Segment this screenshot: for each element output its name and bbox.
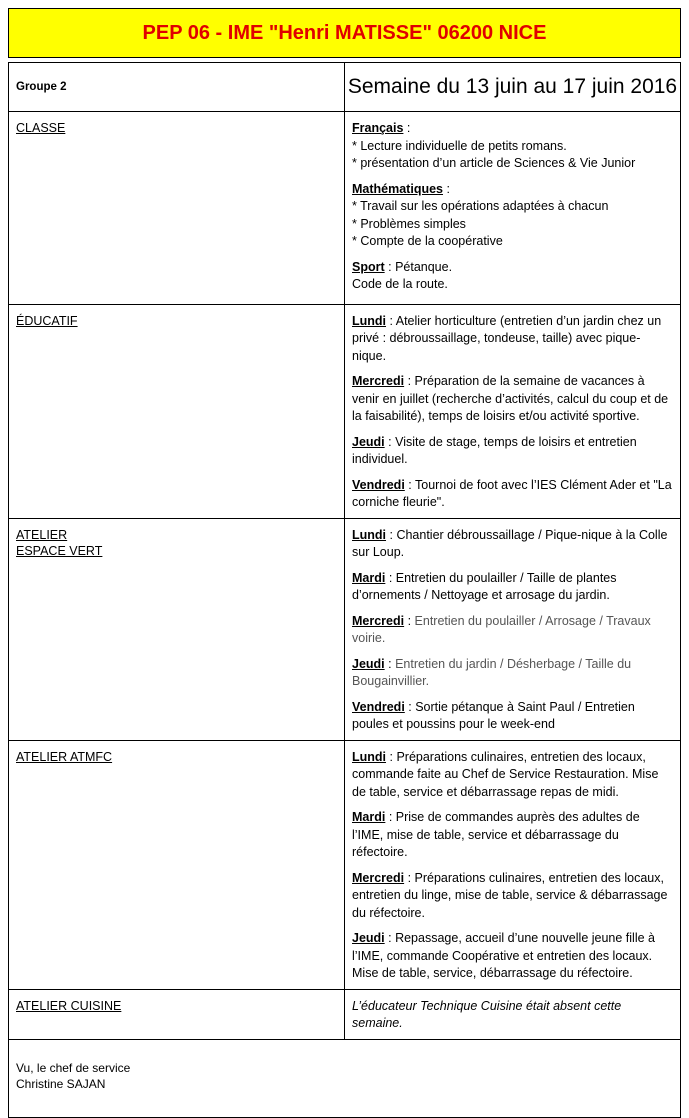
day-text: Visite de stage, temps de loisirs et entretien individuel. (352, 434, 637, 466)
day-entry: Lundi : Atelier horticulture (entretien d’un jardin chez un privé : débroussaillage, tondeuse, taille) avec pique-nique. (352, 313, 662, 363)
day-entry: Vendredi : Sortie pétanque à Saint Paul / Entretien poules et poussins pour le week-end (352, 699, 635, 731)
day-label: Mardi (352, 810, 386, 824)
day-text: Entretien du jardin / Désherbage / Taille du Bougainvillier. (352, 656, 632, 688)
document-title: PEP 06 - IME "Henri MATISSE" 06200 NICE (142, 21, 547, 44)
day-text: Chantier débroussaillage / Pique-nique à la Colle sur Loup. (352, 527, 668, 559)
day-label: Jeudi (352, 434, 385, 449)
day-label: Vendredi (352, 699, 405, 714)
label-cuisine: ATELIER CUISINE (16, 998, 122, 1013)
francais-block: Français : * Lecture individuelle de petits romans. * présentation d’un article de Sciences & Vie Junior (352, 120, 674, 173)
day-text: Prise de commandes auprès des adultes de l’IME, mise de table, service et débarrassage du réfectoire. (352, 810, 640, 859)
sport-text: Pétanque. (395, 259, 453, 274)
section-content (345, 989, 681, 1039)
day-label: Jeudi (352, 931, 385, 945)
day-entry: Mardi : Entretien du poulailler / Taille de plantes d’ornements / Nettoyage et arrosage du jardin. (352, 570, 617, 602)
group-label: Groupe 2 (9, 63, 345, 112)
section-content (345, 518, 681, 740)
day-text: Sortie pétanque à Saint Paul / Entretien poules et poussins pour le week-end (352, 699, 635, 731)
day-entry: Jeudi : Visite de stage, temps de loisirs et entretien individuel. (352, 434, 637, 466)
subheader-row (9, 63, 681, 112)
section-content (345, 112, 681, 305)
day-label: Lundi (352, 313, 387, 328)
section-content (345, 304, 681, 518)
label-espace-vert-line1: ATELIER (16, 527, 68, 542)
day-label: Lundi (352, 749, 387, 764)
section-educatif (9, 304, 681, 518)
day-text: Entretien du poulailler / Arrosage / Travaux voirie. (352, 613, 651, 645)
label-classe: CLASSE (16, 121, 66, 135)
day-entry: Lundi : Chantier débroussaillage / Pique-nique à la Colle sur Loup. (352, 527, 668, 559)
signature-line1: Vu, le chef de service (16, 1060, 131, 1075)
sport-line: Code de la route. (352, 277, 448, 291)
document-header (8, 8, 681, 58)
francais-title: Français (352, 121, 404, 135)
sport-title: Sport (352, 259, 385, 274)
section-classe (9, 112, 681, 305)
day-entry: Jeudi : Entretien du jardin / Désherbage / Taille du Bougainvillier. (352, 656, 632, 688)
day-label: Vendredi (352, 477, 405, 492)
section-label (9, 740, 345, 989)
signature-block (8, 1040, 681, 1118)
cuisine-note: L’éducateur Technique Cuisine était absent cette semaine. (352, 998, 622, 1030)
day-entry: Mardi : Prise de commandes auprès des adultes de l’IME, mise de table, service et débarrassage du réfectoire. (352, 810, 640, 859)
maths-line: * Compte de la coopérative (352, 234, 503, 248)
section-atmfc (9, 740, 681, 989)
day-entry: Mercredi : Préparations culinaires, entretien des locaux, entretien du linge, mise de table, service & débarrassage du réfectoire. (352, 870, 668, 920)
day-label: Mercredi (352, 870, 405, 885)
francais-line: * présentation d’un article de Sciences & Vie Junior (352, 156, 636, 170)
section-cuisine (9, 989, 681, 1039)
day-text: Entretien du poulailler / Taille de plantes d’ornements / Nettoyage et arrosage du jardin. (352, 570, 617, 602)
section-espace-vert (9, 518, 681, 740)
signature-line2: Christine SAJAN (16, 1076, 106, 1091)
day-entry: Mercredi : Préparation de la semaine de vacances à venir en juillet (recherche d’activités, calcul du coup et de la faisabilité), temps de loisirs et/ou activité sportive. (352, 374, 669, 423)
maths-line: * Problèmes simples (352, 216, 466, 231)
maths-line: * Travail sur les opérations adaptées à chacun (352, 199, 609, 213)
section-label (9, 518, 345, 740)
day-text: Repassage, accueil d’une nouvelle jeune fille à l’IME, commande Coopérative et entretien des locaux. Mise de table, service, débarrassage du réfectoire. (352, 931, 655, 980)
day-label: Mercredi (352, 374, 405, 388)
day-label: Jeudi (352, 656, 385, 671)
day-entry: Lundi : Préparations culinaires, entretien des locaux, commande faite au Chef de Service Restauration. Mise de table, service et débarrassage repas de midi. (352, 749, 659, 799)
day-text: Tournoi de foot avec l’IES Clément Ader et "La corniche fleurie". (352, 477, 672, 509)
day-text: Préparations culinaires, entretien des locaux, entretien du linge, mise de table, service & débarrassage du réfectoire. (352, 870, 668, 920)
day-text: Préparation de la semaine de vacances à venir en juillet (recherche d’activités, calcul du coup et de la faisabilité), temps de loisirs et/ou activité sportive. (352, 374, 669, 423)
day-text: Préparations culinaires, entretien des locaux, commande faite au Chef de Service Restauration. Mise de table, service et débarrassage repas de midi. (352, 749, 659, 799)
week-title: Semaine du 13 juin au 17 juin 2016 (345, 63, 681, 112)
label-educatif: ÉDUCATIF (16, 313, 78, 328)
day-entry: Jeudi : Repassage, accueil d’une nouvelle jeune fille à l’IME, commande Coopérative et entretien des locaux. Mise de table, service, débarrassage du réfectoire. (352, 931, 655, 980)
day-label: Mercredi (352, 613, 405, 628)
maths-block: Mathématiques : * Travail sur les opérations adaptées à chacun * Problèmes simples * Compte de la coopérative (352, 181, 674, 251)
section-label (9, 112, 345, 305)
day-entry: Mercredi : Entretien du poulailler / Arrosage / Travaux voirie. (352, 613, 651, 645)
document-page (8, 8, 681, 1118)
francais-line: * Lecture individuelle de petits romans. (352, 138, 567, 153)
section-label (9, 989, 345, 1039)
day-label: Mardi (352, 570, 386, 585)
schedule-table (8, 62, 681, 1040)
label-espace-vert-line2: ESPACE VERT (16, 543, 103, 558)
section-label (9, 304, 345, 518)
day-label: Lundi (352, 527, 387, 542)
maths-title: Mathématiques (352, 181, 443, 196)
day-entry: Vendredi : Tournoi de foot avec l’IES Clément Ader et "La corniche fleurie". (352, 477, 672, 509)
sport-block: Sport : Pétanque. Code de la route. (352, 259, 674, 294)
day-text: Atelier horticulture (entretien d’un jardin chez un privé : débroussaillage, tondeuse, taille) avec pique-nique. (352, 313, 662, 363)
label-atmfc: ATELIER ATMFC (16, 749, 113, 764)
section-content (345, 740, 681, 989)
